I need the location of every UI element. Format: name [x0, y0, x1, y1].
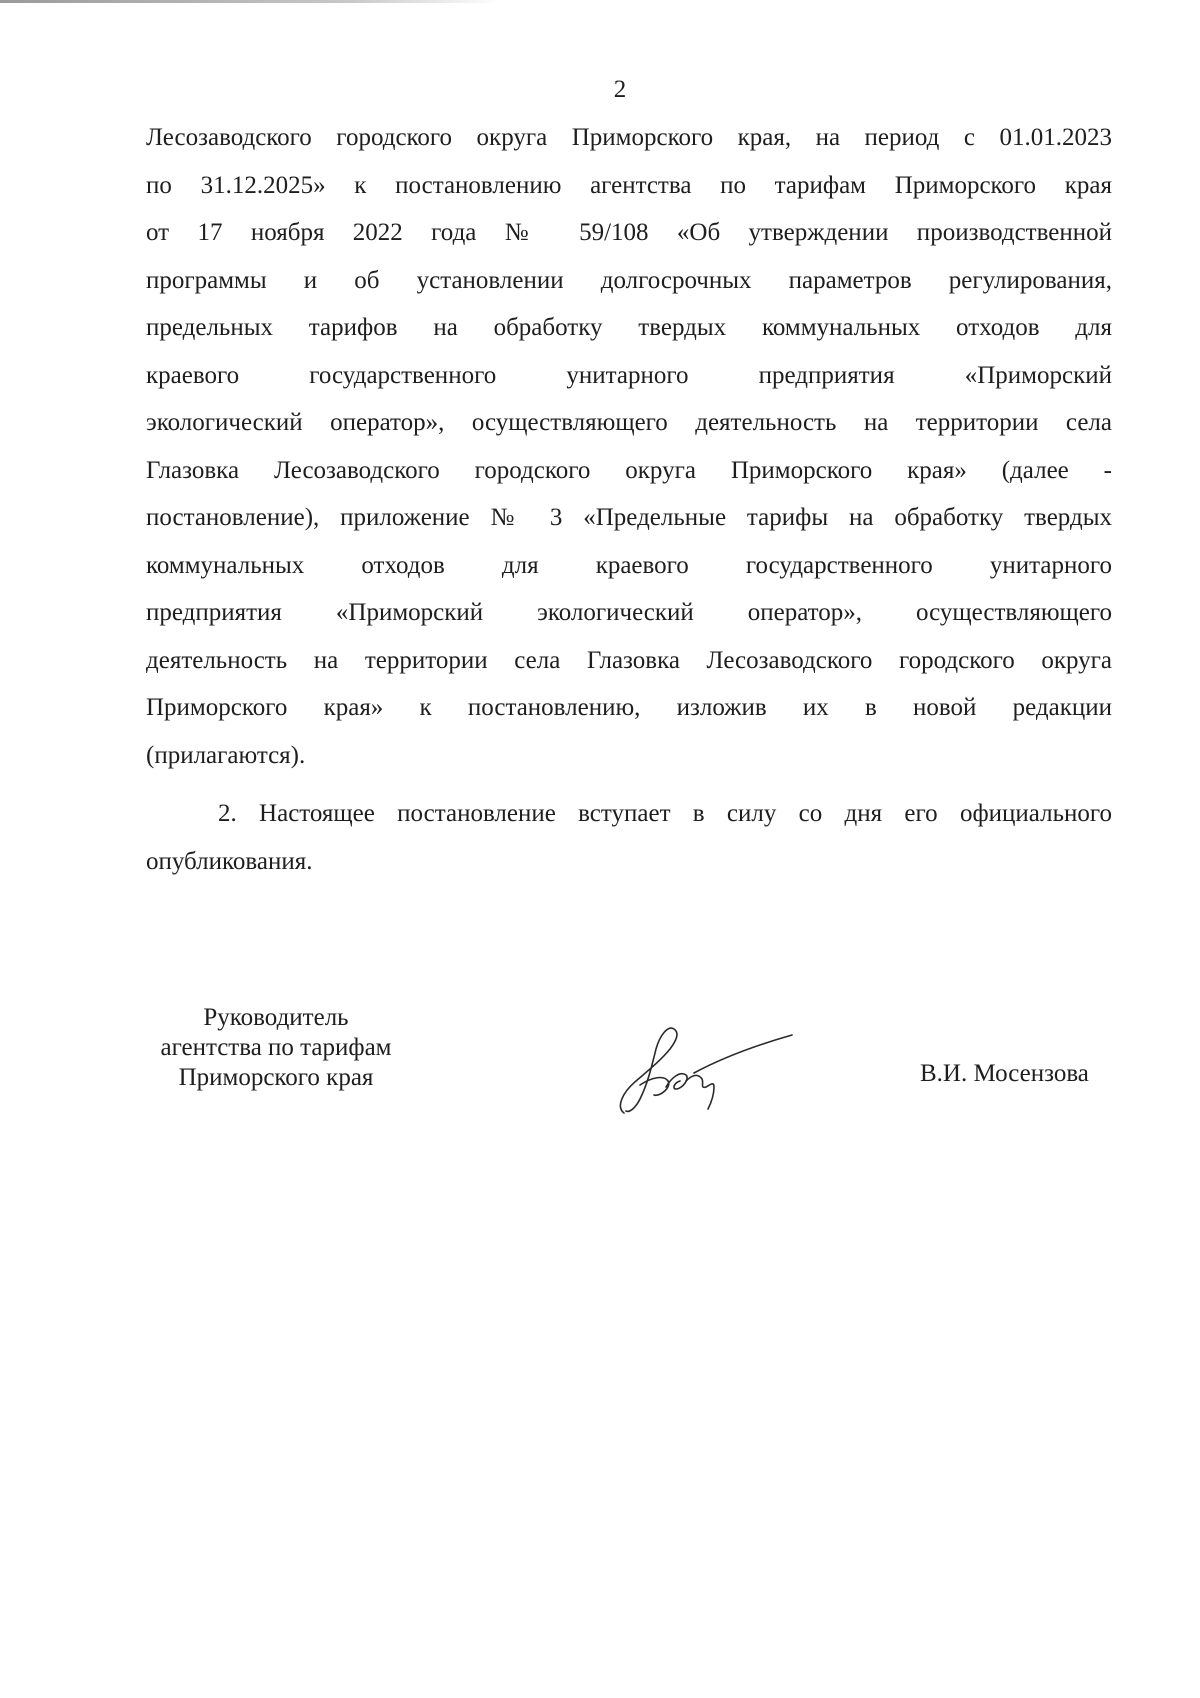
paragraph-1-line: Глазовка Лесозаводского городского округа Приморского края» (далее - [146, 456, 1112, 484]
paragraph-1-line: коммунальных отходов для краевого государственного унитарного [146, 551, 1112, 579]
page-number: 2 [613, 76, 627, 103]
paragraph-1-line: экологический оператор», осуществляющего деятельность на территории села [146, 409, 1112, 436]
signatory-title-line: агентства по тарифам [160, 1034, 392, 1061]
paragraph-1-line: от 17 ноября 2022 года № 59/108 «Об утверждении производственной [146, 219, 1112, 246]
paragraph-1-line: краевого государственного унитарного предприятия «Приморский [146, 361, 1112, 389]
signatory-title-line: Руководитель [203, 1004, 349, 1031]
paragraph-1-line: постановление), приложение № 3 «Предельные тарифы на обработку твердых [146, 504, 1112, 531]
paragraph-2-line: опубликования. [146, 847, 313, 875]
paragraph-1 [146, 114, 1112, 779]
scan-edge [0, 0, 500, 3]
signatory-title-line: Приморского края [178, 1064, 374, 1091]
signatory-title [146, 1003, 406, 1093]
paragraph-1-line: предельных тарифов на обработку твердых коммунальных отходов для [146, 314, 1112, 341]
paragraph-1-line: деятельность на территории села Глазовка Лесозаводского городского округа [146, 646, 1112, 674]
handwritten-signature [610, 1015, 810, 1125]
paragraph-1-line: по 31.12.2025» к постановлению агентства по тарифам Приморского края [146, 171, 1112, 199]
paragraph-2-line: 2. Настоящее постановление вступает в силу со дня его официального [218, 800, 1112, 827]
paragraph-1-line: (прилагаются). [146, 741, 306, 769]
paragraph-1-line: программы и об установлении долгосрочных параметров регулирования, [146, 266, 1112, 294]
paragraph-2 [146, 790, 1112, 885]
signatory-name: В.И. Мосензова [920, 1060, 1089, 1087]
paragraph-1-line: Приморского края» к постановлению, изложив их в новой редакции [146, 694, 1112, 721]
paragraph-1-line: Лесозаводского городского округа Приморского края, на период с 01.01.2023 [146, 124, 1112, 151]
paragraph-1-line: предприятия «Приморский экологический оператор», осуществляющего [146, 599, 1112, 626]
